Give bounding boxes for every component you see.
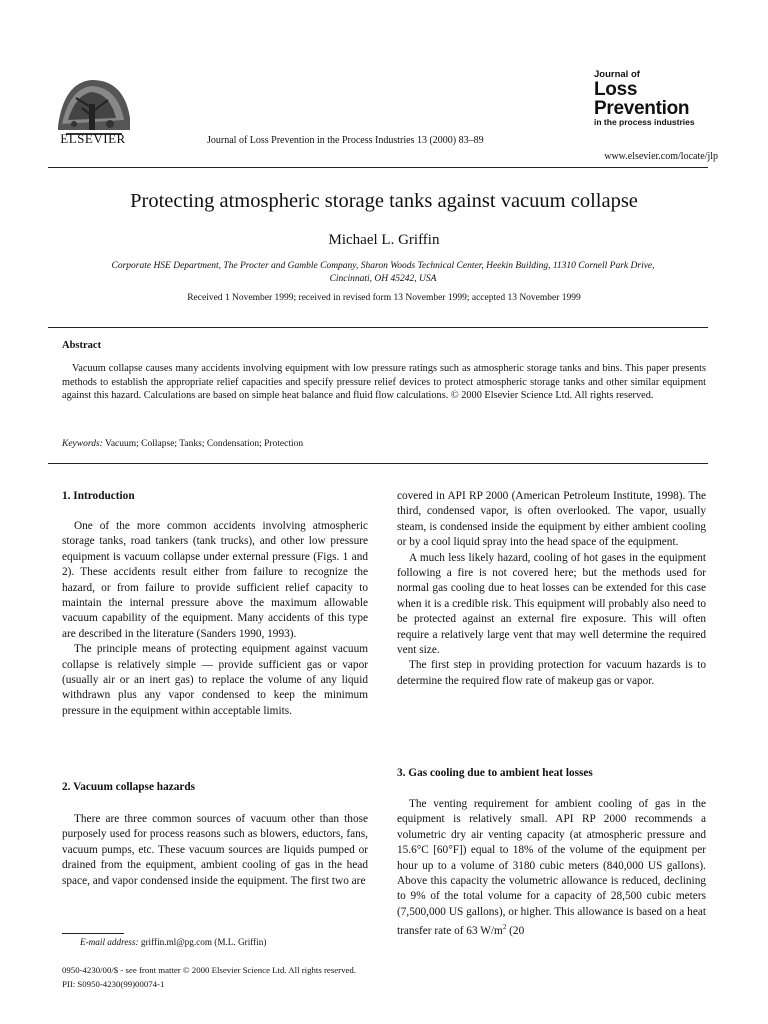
paragraph: A much less likely hazard, cooling of hot gases in the equipment following a fire is not covered here; but the methods used for normal gas cooling due to heat losses can be extended for this case when it is a credible risk. This equipment will probably also need to be protected against an external fire exposure. This will often require a relatively large vent that may well determine the required vent size. bbox=[397, 551, 706, 657]
author-affiliation bbox=[48, 260, 718, 286]
paragraph: One of the more common accidents involving atmospheric storage tanks, road tankers (tank trucks), and other low pressure equipment is vacuum collapse under external pressure (Figs. 1 and 2). These accidents result either from failure to recognize the hazard, or from failure to provide sufficient relief capacity to maintain the internal pressure above the maximum allowable vacuum capability of the equipment. Many accidents of this type are described in the literature (Sanders 1990, 1993). bbox=[62, 520, 368, 640]
email-value[interactable]: griffin.ml@pg.com (M.L. Griffin) bbox=[140, 937, 267, 947]
section-heading-vacuum-hazards: 2. Vacuum collapse hazards bbox=[62, 781, 196, 793]
journal-logo-line2: Loss bbox=[594, 78, 638, 100]
affiliation-line1: Corporate HSE Department, The Procter and Gamble Company, Sharon Woods Technical Center, Heekin Building, 11310 Cornell Park Drive, bbox=[111, 261, 655, 271]
keywords-label: Keywords: bbox=[62, 439, 103, 449]
journal-url[interactable]: www.elsevier.com/locate/jlp bbox=[604, 151, 718, 162]
footnote-rule bbox=[62, 933, 124, 934]
header-rule bbox=[48, 167, 708, 168]
paragraph: The principle means of protecting equipment against vacuum collapse is relatively simple — provide sufficient gas or vapor (usually air or an inert gas) to replace the volume of any liquid withdrawn plus any vapor condensed to keep the minimum pressure in the equipment within acceptable limits. bbox=[62, 643, 368, 717]
received-dates: Received 1 November 1999; received in revised form 13 November 1999; accepted 13 November 1999 bbox=[187, 293, 581, 303]
copyright-line: 0950-4230/00/$ - see front matter © 2000 Elsevier Science Ltd. All rights reserved. bbox=[62, 965, 356, 975]
keywords-list: Vacuum; Collapse; Tanks; Condensation; Protection bbox=[105, 439, 304, 449]
section-heading-introduction: 1. Introduction bbox=[62, 490, 135, 502]
abstract-body: Vacuum collapse causes many accidents involving equipment with low pressure ratings such as atmospheric storage tanks and bins. This paper presents methods to establish the appropriate relief capacities and specify pressure relief devices to protect atmospheric storage tanks and other similar equipment against this hazard. Calculations are based on simple heat balance and fluid flow calculations. © 2000 Elsevier Science Ltd. All rights reserved. bbox=[62, 363, 706, 402]
journal-logo-line3: Prevention bbox=[594, 97, 690, 119]
superscript: 2 bbox=[502, 923, 507, 932]
email-label: E-mail address: bbox=[80, 937, 139, 947]
abstract-top-rule bbox=[48, 327, 708, 328]
keywords bbox=[62, 439, 303, 449]
email-footnote bbox=[80, 937, 266, 947]
paragraph bbox=[397, 797, 706, 939]
paragraph-tail: (20 bbox=[506, 925, 525, 938]
article-title: Protecting atmospheric storage tanks against vacuum collapse bbox=[130, 190, 638, 212]
introduction-text bbox=[62, 519, 368, 719]
abstract-heading: Abstract bbox=[62, 340, 102, 351]
vacuum-hazards-text bbox=[62, 812, 368, 889]
journal-citation: Journal of Loss Prevention in the Process Industries 13 (2000) 83–89 bbox=[207, 135, 484, 146]
section-heading-gas-cooling: 3. Gas cooling due to ambient heat losses bbox=[397, 767, 593, 779]
journal-logo bbox=[594, 70, 695, 126]
publisher-name: ELSEVIER bbox=[60, 131, 126, 146]
pii-line: PII: S0950-4230(99)00074-1 bbox=[62, 979, 165, 989]
gas-cooling-text bbox=[397, 797, 706, 939]
affiliation-line2: Cincinnati, OH 45242, USA bbox=[329, 274, 437, 284]
abstract-bottom-rule bbox=[48, 463, 708, 464]
journal-logo-line1: Journal of bbox=[594, 69, 640, 80]
paragraph: There are three common sources of vacuum other than those purposely used for process reasons such as blowers, eductors, fans, vacuum pumps, etc. These vacuum sources are liquids pumped or drained from the equipment, ambient cooling of gas in the head space, and vapor condensed inside the equipment. The first two are bbox=[62, 813, 368, 887]
paragraph-body: The venting requirement for ambient cooling of gas in the equipment is relatively small. API RP 2000 recommends a volumetric dry air venting capacity (at atmospheric pressure and 15.6°C [60°F]) equal to 18% of the volume of the equipment per hour up to a volume of 3180 cubic meters (840,000 US gallons). Above this capacity the volumetric allowance is reduced, declining to 9% of the total volume for a capacity of 28,500 cubic meters (7,500,000 US gallons), or higher. This allowance is based on a heat transfer rate of 63 W/m bbox=[397, 798, 706, 938]
paragraph: The first step in providing protection for vacuum hazards is to determine the required flow rate of makeup gas or vapor. bbox=[397, 659, 706, 687]
article-author: Michael L. Griffin bbox=[328, 232, 440, 248]
right-column-text bbox=[397, 489, 706, 689]
journal-logo-line4: in the process industries bbox=[594, 116, 695, 127]
paragraph: covered in API RP 2000 (American Petroleum Institute, 1998). The third, condensed vapor, is often overlooked. The vapor, usually steam, is condensed inside the equipment by either ambient cooling or by a cool liquid spray into the head space of the equipment. bbox=[397, 490, 706, 549]
